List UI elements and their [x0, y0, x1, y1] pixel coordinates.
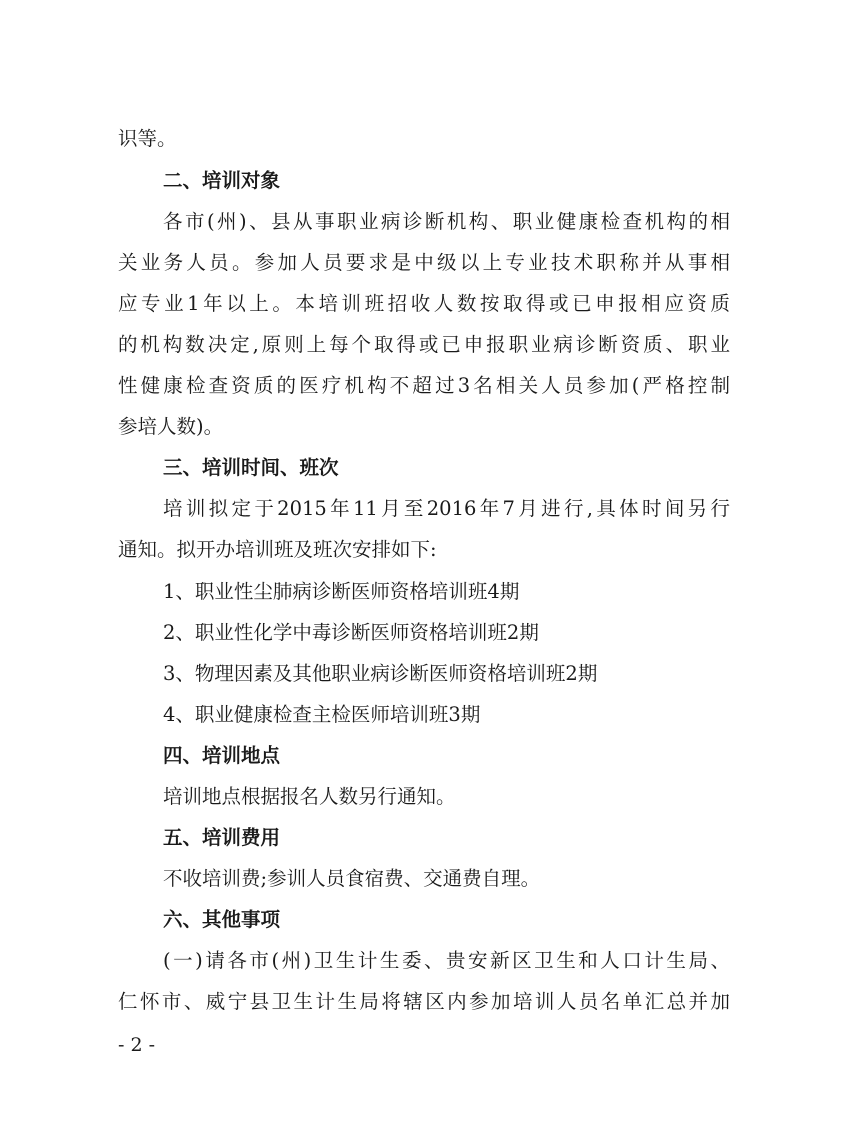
paragraph-line: 性健康检查资质的医疗机构不超过3名相关人员参加(严格控制: [118, 374, 730, 397]
paragraph-line: 仁怀市、威宁县卫生计生局将辖区内参加培训人员名单汇总并加: [118, 990, 730, 1013]
paragraph-line: 关业务人员。参加人员要求是中级以上专业技术职称并从事相: [118, 251, 730, 274]
list-item: 1、职业性尘肺病诊断医师资格培训班4期: [163, 580, 520, 603]
paragraph-line: 培训地点根据报名人数另行通知。: [163, 785, 456, 808]
list-item: 3、物理因素及其他职业病诊断医师资格培训班2期: [163, 662, 598, 685]
page-number: - 2 -: [118, 1034, 156, 1056]
paragraph-line: 识等。: [118, 127, 177, 150]
section-heading-training-time: 三、培训时间、班次: [163, 456, 339, 479]
paragraph-line: 培训拟定于2015年11月至2016年7月进行,具体时间另行: [163, 497, 730, 520]
paragraph-line: 通知。拟开办培训班及班次安排如下:: [118, 538, 437, 561]
paragraph-line: 的机构数决定,原则上每个取得或已申报职业病诊断资质、职业: [118, 333, 730, 356]
section-heading-training-fees: 五、培训费用: [163, 826, 281, 849]
list-item: 4、职业健康检查主检医师培训班3期: [163, 703, 481, 726]
list-item: 2、职业性化学中毒诊断医师资格培训班2期: [163, 621, 539, 644]
paragraph-line: (一)请各市(州)卫生计生委、贵安新区卫生和人口计生局、: [163, 949, 730, 972]
paragraph-line: 参培人数)。: [118, 415, 224, 438]
paragraph-line: 各市(州)、县从事职业病诊断机构、职业健康检查机构的相: [163, 210, 730, 233]
section-heading-training-location: 四、培训地点: [163, 744, 281, 767]
section-heading-other-matters: 六、其他事项: [163, 908, 281, 931]
paragraph-line: 应专业1年以上。本培训班招收人数按取得或已申报相应资质: [118, 292, 730, 315]
paragraph-line: 不收培训费;参训人员食宿费、交通费自理。: [163, 867, 541, 890]
section-heading-training-target: 二、培训对象: [163, 169, 281, 192]
